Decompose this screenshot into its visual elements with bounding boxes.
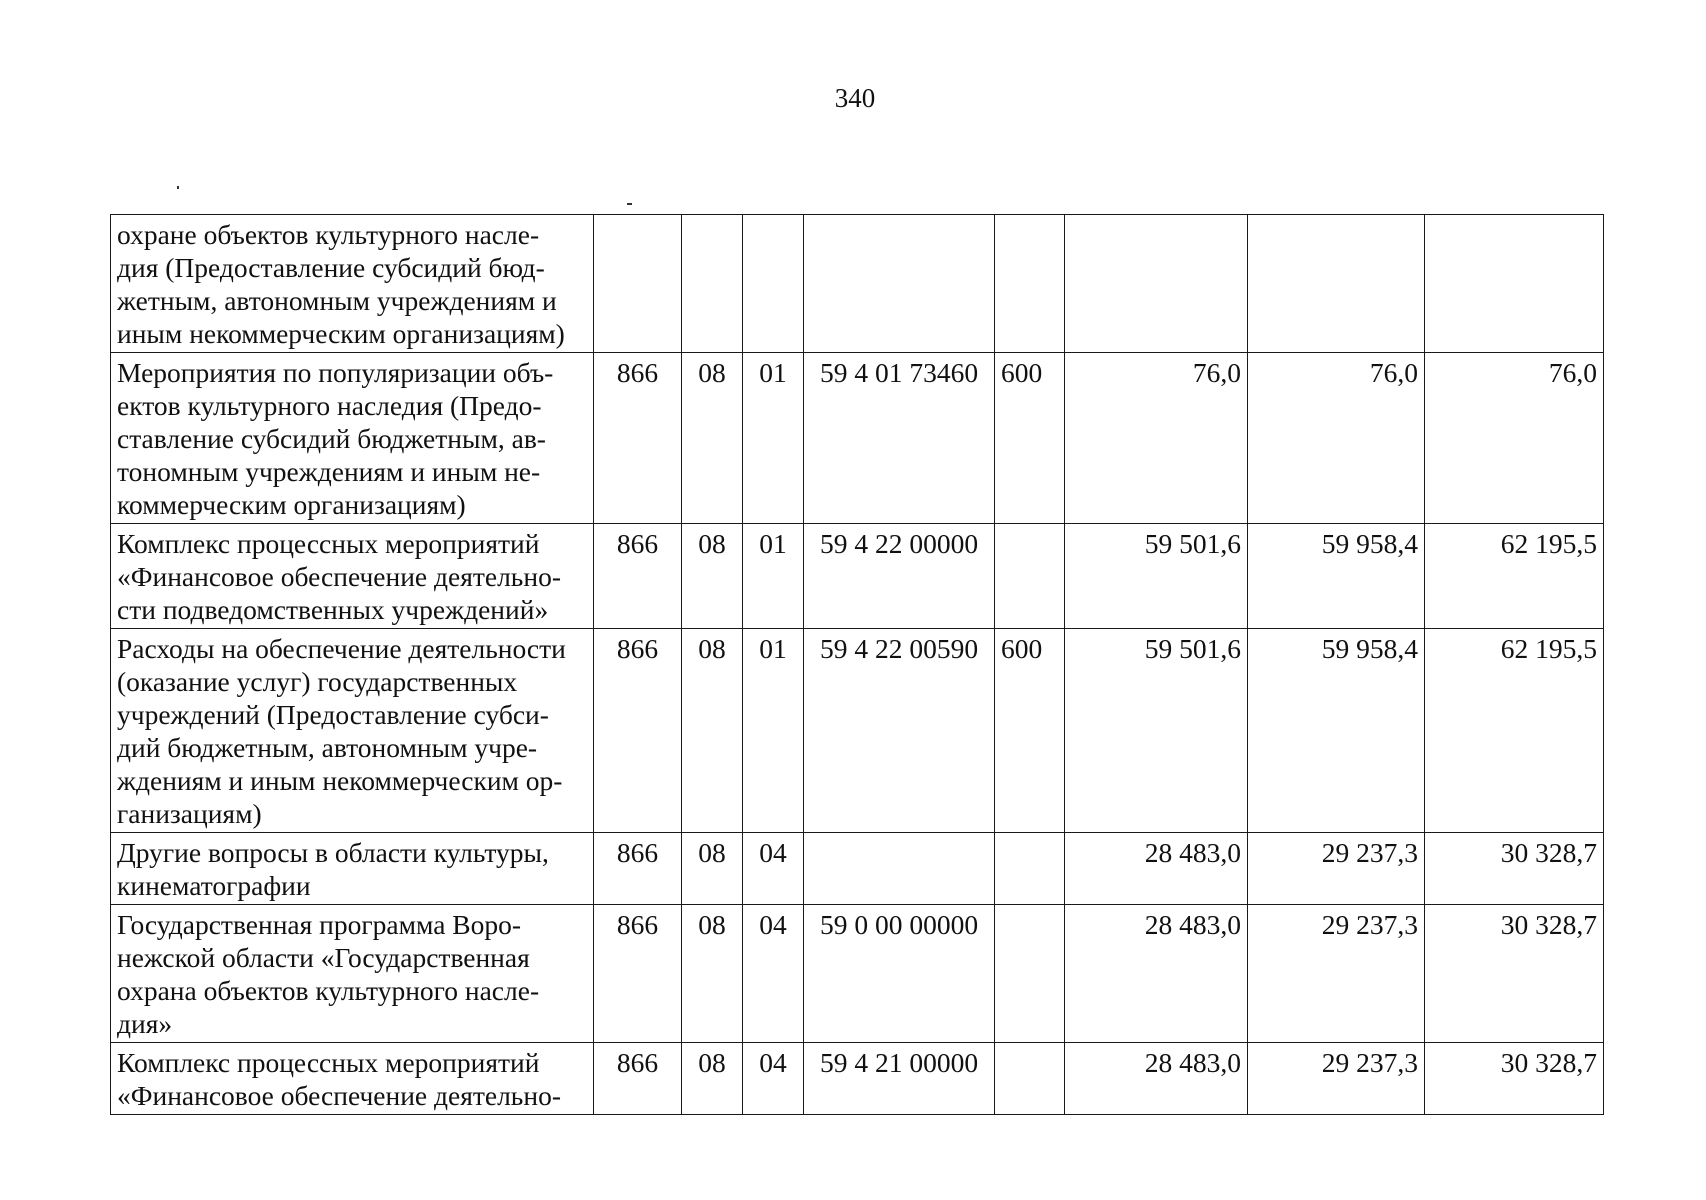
expense-type-cell: 600 [995,629,1065,833]
section-cell: 08 [682,629,743,833]
item-name-line: дий бюджетным, автономным учре- [117,732,538,763]
subsection-cell: 04 [743,833,804,905]
expense-type-cell [995,215,1065,353]
item-name-line: ждениям и иным некоммерческим ор- [117,765,563,796]
item-name-line: жетным, автономным учреждениям и [117,285,557,316]
item-name-line: учреждений (Предоставление субси- [117,699,549,730]
amount-year3-cell [1425,215,1604,353]
item-name-line: сти подведомственных учреждений» [117,594,549,625]
item-name-line: дия (Предоставление субсидий бюд- [117,252,545,283]
target-article-cell: 59 4 01 73460 [804,353,995,524]
table-row [111,524,1604,629]
target-article-cell [804,215,995,353]
subsection-cell: 01 [743,524,804,629]
item-name-cell [111,1043,594,1115]
item-name-line: ектов культурного наследия (Предо- [117,390,542,421]
grbs-cell: 866 [594,833,682,905]
section-cell: 08 [682,905,743,1043]
target-article-cell [804,833,995,905]
item-name-line: ставление субсидий бюджетным, ав- [117,423,546,454]
item-name-line: охране объектов культурного насле- [117,219,540,250]
item-name-line: дия» [117,1008,173,1039]
amount-year2-cell: 29 237,3 [1248,833,1425,905]
amount-year1-cell: 28 483,0 [1065,833,1248,905]
amount-year3-cell: 30 328,7 [1425,1043,1604,1115]
amount-year1-cell: 76,0 [1065,353,1248,524]
table-row [111,215,1604,353]
amount-year2-cell: 29 237,3 [1248,1043,1425,1115]
amount-year3-cell: 30 328,7 [1425,905,1604,1043]
item-name-cell [111,905,594,1043]
table-row [111,629,1604,833]
amount-year1-cell: 28 483,0 [1065,1043,1248,1115]
item-name-line: «Финансовое обеспечение деятельно- [117,561,561,592]
table-row [111,905,1604,1043]
section-cell: 08 [682,524,743,629]
item-name-cell [111,629,594,833]
subsection-cell: 01 [743,629,804,833]
item-name-line: нежской области «Государственная [117,942,530,973]
amount-year1-cell: 59 501,6 [1065,524,1248,629]
amount-year1-cell: 28 483,0 [1065,905,1248,1043]
item-name-line: Другие вопросы в области культуры, [117,837,549,868]
amount-year3-cell: 62 195,5 [1425,524,1604,629]
expense-type-cell [995,1043,1065,1115]
scan-speck [177,186,179,189]
item-name-line: кинематографии [117,870,311,901]
grbs-cell [594,215,682,353]
subsection-cell: 01 [743,353,804,524]
table-row [111,1043,1604,1115]
target-article-cell: 59 4 21 00000 [804,1043,995,1115]
item-name-line: (оказание услуг) государственных [117,666,518,697]
amount-year1-cell: 59 501,6 [1065,629,1248,833]
item-name-cell [111,353,594,524]
amount-year2-cell: 29 237,3 [1248,905,1425,1043]
item-name-line: Расходы на обеспечение деятельности [117,633,566,664]
section-cell [682,215,743,353]
target-article-cell: 59 4 22 00590 [804,629,995,833]
page-number: 340 [834,83,876,113]
amount-year3-cell: 30 328,7 [1425,833,1604,905]
grbs-cell: 866 [594,353,682,524]
target-article-cell: 59 4 22 00000 [804,524,995,629]
item-name-line: ганизациям) [117,798,262,829]
item-name-line: «Финансовое обеспечение деятельно- [117,1080,561,1111]
table-row [111,353,1604,524]
subsection-cell: 04 [743,905,804,1043]
item-name-line: Государственная программа Воро- [117,909,522,940]
grbs-cell: 866 [594,629,682,833]
section-cell: 08 [682,353,743,524]
item-name-line: коммерческим организациям) [117,489,466,520]
item-name-line: Мероприятия по популяризации объ- [117,357,554,388]
item-name-line: иным некоммерческим организациям) [117,318,565,349]
section-cell: 08 [682,1043,743,1115]
amount-year3-cell: 76,0 [1425,353,1604,524]
table-body [111,215,1604,1115]
expense-type-cell [995,524,1065,629]
section-cell: 08 [682,833,743,905]
amount-year3-cell: 62 195,5 [1425,629,1604,833]
item-name-line: Комплекс процессных мероприятий [117,528,540,559]
expense-type-cell [995,905,1065,1043]
grbs-cell: 866 [594,1043,682,1115]
item-name-cell [111,524,594,629]
item-name-cell [111,833,594,905]
subsection-cell [743,215,804,353]
scan-speck [627,203,632,205]
amount-year2-cell: 59 958,4 [1248,524,1425,629]
grbs-cell: 866 [594,524,682,629]
grbs-cell: 866 [594,905,682,1043]
expense-type-cell [995,833,1065,905]
amount-year2-cell [1248,215,1425,353]
table-row [111,833,1604,905]
item-name-line: охрана объектов культурного насле- [117,975,540,1006]
item-name-cell [111,215,594,353]
item-name-line: тономным учреждениям и иным не- [117,456,541,487]
amount-year2-cell: 76,0 [1248,353,1425,524]
budget-table [110,214,1604,1115]
item-name-line: Комплекс процессных мероприятий [117,1047,540,1078]
subsection-cell: 04 [743,1043,804,1115]
amount-year2-cell: 59 958,4 [1248,629,1425,833]
expense-type-cell: 600 [995,353,1065,524]
amount-year1-cell [1065,215,1248,353]
target-article-cell: 59 0 00 00000 [804,905,995,1043]
